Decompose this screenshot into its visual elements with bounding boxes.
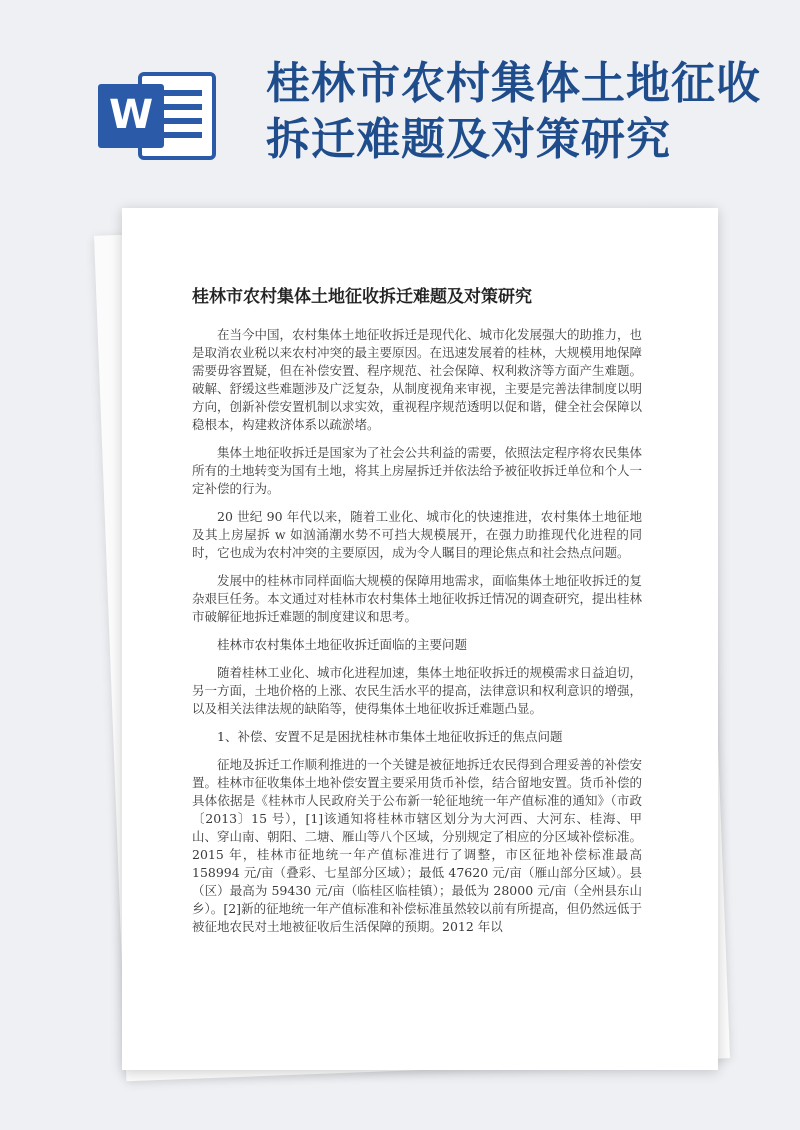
document-body [192, 326, 642, 946]
header-banner [0, 0, 800, 200]
word-icon [94, 66, 222, 166]
section-heading-problems: 桂林市农村集体土地征收拆迁面临的主要问题 [217, 637, 468, 652]
subsection-heading-compensation: 1、补偿、安置不足是困扰桂林市集体土地征收拆迁的焦点问题 [217, 729, 563, 744]
main-title: 桂林市农村集体土地征收拆迁难题及对策研究 [266, 58, 761, 165]
paragraph-purpose: 发展中的桂林市同样面临大规模的保障用地需求，面临集体土地征收拆迁的复杂艰巨任务。本文通过对桂林市农村集体土地征收拆迁情况的调查研究，提出桂林市破解征地拆迁难题的制度建议和思考。 [192, 573, 643, 624]
paragraph-background: 20 世纪 90 年代以来，随着工业化、城市化的快速推进，农村集体土地征地及其上房屋拆 w 如汹涌潮水势不可挡大规模展开，在强力助推现代化进程的同时，它也成为农村冲突的主要原因，成为令人瞩目的理论焦点和社会热点问题。 [192, 509, 642, 560]
document-page [122, 208, 718, 1070]
paragraph-compensation: 征地及拆迁工作顺利推进的一个关键是被征地拆迁农民得到合理妥善的补偿安置。桂林市征收集体土地补偿安置主要采用货币补偿，结合留地安置。货币补偿的具体依据是《桂林市人民政府关于公布新一轮征地统一年产值标准的通知》（市政〔2013〕15 号），[1]该通知将桂林市辖区划分为大河西、大河东、桂海、甲山、穿山南、朝阳、二塘、雁山等八个区域，分别规定了相应的分区域补偿标准。2015 年，桂林市征地统一年产值标准进行了调整，市区征地补偿标准最高 158994 元/亩（叠彩、七星部分区域）；最低 47620 元/亩（雁山部分区域）。县（区）最高为 59430 元/亩（临桂区临桂镇）；最低为 28000 元/亩（全州县东山乡）。[2]新的征地统一年产值标准和补偿标准虽然较以前有所提高，但仍然远低于被征地农民对土地被征收后生活保障的预期。2012 年以 [192, 757, 643, 934]
document-title: 桂林市农村集体土地征收拆迁难题及对策研究 [192, 287, 532, 307]
paragraph-definition: 集体土地征收拆迁是国家为了社会公共利益的需要，依照法定程序将农民集体所有的土地转变为国有土地，将其上房屋拆迁并依法给予被征收拆迁单位和个人一定补偿的行为。 [192, 445, 643, 496]
paragraph-intro: 在当今中国，农村集体土地征收拆迁是现代化、城市化发展强大的助推力，也是取消农业税以来农村冲突的最主要原因。在迅速发展着的桂林，大规模用地保障需要毋容置疑，但在补偿安置、程序规范、社会保障、权利救济等方面产生难题。破解、舒缓这些难题涉及广泛复杂，从制度视角来审视，主要是完善法律制度以明方向，创新补偿安置机制以求实效，重视程序规范透明以促和谐，健全社会保障以稳根本，构建救济体系以疏淤堵。 [192, 327, 643, 432]
paragraph-problems: 随着桂林工业化、城市化进程加速，集体土地征收拆迁的规模需求日益迫切，另一方面，土地价格的上涨、农民生活水平的提高，法律意识和权利意识的增强，以及相关法律法规的缺陷等，使得集体土地征收拆迁难题凸显。 [192, 665, 643, 716]
word-icon-letter: W [108, 92, 154, 138]
